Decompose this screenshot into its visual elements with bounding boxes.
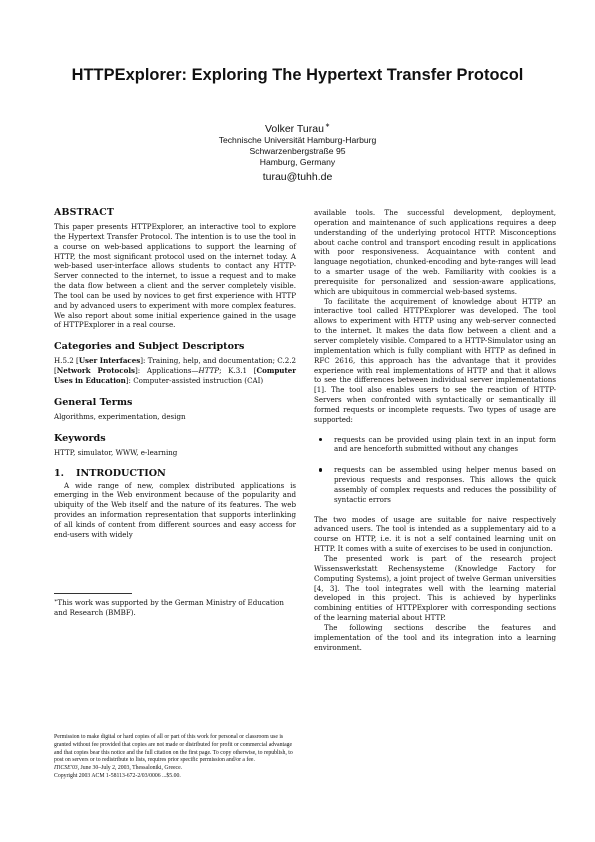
list-item-text: requests can be assembled using helper menus based on previous requests and responses. This allows the quick assembly of complex requests and reduces the possibility of syntactic errors <box>334 465 556 504</box>
list-item-text: requests can be provided using plain text in an input form and are henceforth submitted without any changes <box>334 434 556 454</box>
category-name: User Interfaces <box>78 356 141 366</box>
author-affiliation-line: Technische Universität Hamburg-Harburg <box>218 135 377 145</box>
body-paragraph: The two modes of usage are suitable for naive respectively advanced users. The tool is intended as a supplementary aid to a course on HTTP, i.e. it is not a self contained learning unit on HTTP. It comes with a suite of exercises to be used in conjunction. <box>314 514 556 554</box>
category-term: HTTP <box>198 366 220 376</box>
author-name-text: Volker Turau <box>265 123 324 135</box>
keywords-text: HTTP, simulator, WWW, e-learning <box>54 447 178 457</box>
footnote <box>54 597 296 617</box>
keywords-heading: Keywords <box>54 432 106 444</box>
usage-list <box>314 435 556 505</box>
author-footnote-mark: ∗ <box>324 123 330 129</box>
venue-name: ITiCSE'03, <box>54 765 80 772</box>
author-affiliation-line: Hamburg, Germany <box>259 157 336 167</box>
copyright-text: Copyright 2003 ACM 1-58113-672-2/03/0006 ...$5.00. <box>54 772 181 779</box>
author-email: turau@tuhh.de <box>262 171 333 183</box>
category-name: Computer Uses in Education <box>54 366 296 385</box>
venue-date: June 30–July 2, 2003, Thessaloniki, Greece. <box>79 765 183 772</box>
body-paragraph: available tools. The successful development, deployment, operation and maintenance of such applications requires a deep understanding of the underlying protocol HTTP. Misconceptions about cache control and transport encoding result in applications with poor responsiveness. Acquaintance with content and language negotiation, chunked-encoding and byte-ranges will lead to a smarter usage of the web. Familiarity with cookies is a prerequisite for personalized and session-aware applications, which are ubiquitous in commercial web-based systems. <box>314 208 556 296</box>
list-item <box>314 435 556 455</box>
left-column <box>54 207 296 540</box>
category-text: H.5.2 [ <box>54 356 79 366</box>
categories-heading: Categories and Subject Descriptors <box>54 341 245 353</box>
bullet-icon <box>319 468 322 471</box>
category-text: ; K.3.1 [ <box>219 366 257 376</box>
list-item <box>314 465 556 504</box>
body-paragraph: To facilitate the acquirement of knowledge about HTTP an interactive tool called HTTPExplorer was developed. The tool allows to experiment with HTTP using any web-server connected to the internet. It makes the data flow between a client and a server completely visible. Compared to a HTTP-Simulator using an implementation which is fully compliant with HTTP as defined in RFC 2616, this approach has the advantage that it provides experience with real implementations of HTTP and that it allows to see the differences between individual server implementations [1]. The tool also enables users to see the reaction of HTTP-Servers when confronted with syntactically or semantically ill formed requests or incomplete requests. Two types of usage are supported: <box>314 296 556 424</box>
footnote-rule <box>54 593 132 594</box>
category-name: Network Protocols <box>56 366 136 376</box>
introduction-text: A wide range of new, complex distributed applications is emerging in the Web environment because of the popularity and ubiquity of the Web itself and the nature of its features. The web provides an information representation that supports interlinking of all kinds of content from different sources and easy access for end-users with widely <box>54 480 296 539</box>
abstract-text: This paper presents HTTPExplorer, an interactive tool to explore the Hypertext Transfer Protocol. The intention is to use the tool in a course on web-based applications to support the learning of HTTP, the most significant protocol used on the internet today. A web-based user-interface allows students to contact any HTTP-Server connected to the internet, to issue a request and to make the data flow between a client and the server completely visible. The tool can be used by novices to get first experience with HTTP and by advanced users to experiment with more complex features. We also report about some initial experience gained in the usage of HTTPExplorer in a real course. <box>54 222 296 330</box>
section-number: 1. <box>54 467 65 479</box>
paper-title: HTTPExplorer: Exploring The Hypertext Transfer Protocol <box>71 66 524 84</box>
author-affiliation-line: Schwarzenbergstraße 95 <box>249 146 346 156</box>
categories-text <box>54 356 296 386</box>
introduction-heading <box>54 468 296 480</box>
abstract-heading: ABSTRACT <box>54 207 115 218</box>
category-text: ]: Training, help, and documentation; C.2.2 [ <box>54 356 296 376</box>
permission-text: Permission to make digital or hard copies of all or part of this work for personal or classroom use is granted without fee provided that copies are not made or distributed for profit or commercial advantage and that copies bear this notice and the full citation on the first page. To copy otherwise, to republish, to post on servers or to redistribute to lists, requires prior specific permission and/or a fee. <box>54 734 293 764</box>
footnote-mark: ∗ <box>54 598 58 604</box>
permission-notice <box>54 734 300 781</box>
category-text: ]: Computer-assisted instruction (CAI) <box>125 375 264 385</box>
category-text: ]: Applications— <box>135 366 199 376</box>
general-terms-text: Algorithms, experimentation, design <box>54 411 186 421</box>
footnote-text: This work was supported by the German Ministry of Education and Research (BMBF). <box>54 598 284 617</box>
general-terms-heading: General Terms <box>54 396 133 408</box>
bullet-icon <box>319 438 322 441</box>
body-paragraph: The presented work is part of the research project Wissenswerkstatt Rechensysteme (Knowledge Factory for Computing Systems), a joint project of twelve German universities [4, 3]. The tool integrates well with the learning material developed in this project. This is achieved by hyperlinks combining entities of HTTPExplorer with corresponding sections of the learning material about HTTP. <box>314 554 556 623</box>
author-name <box>40 122 555 135</box>
body-paragraph: The following sections describe the features and implementation of the tool and its integration into a learning environment. <box>314 622 556 652</box>
section-title: INTRODUCTION <box>76 467 166 479</box>
right-column <box>314 208 556 652</box>
